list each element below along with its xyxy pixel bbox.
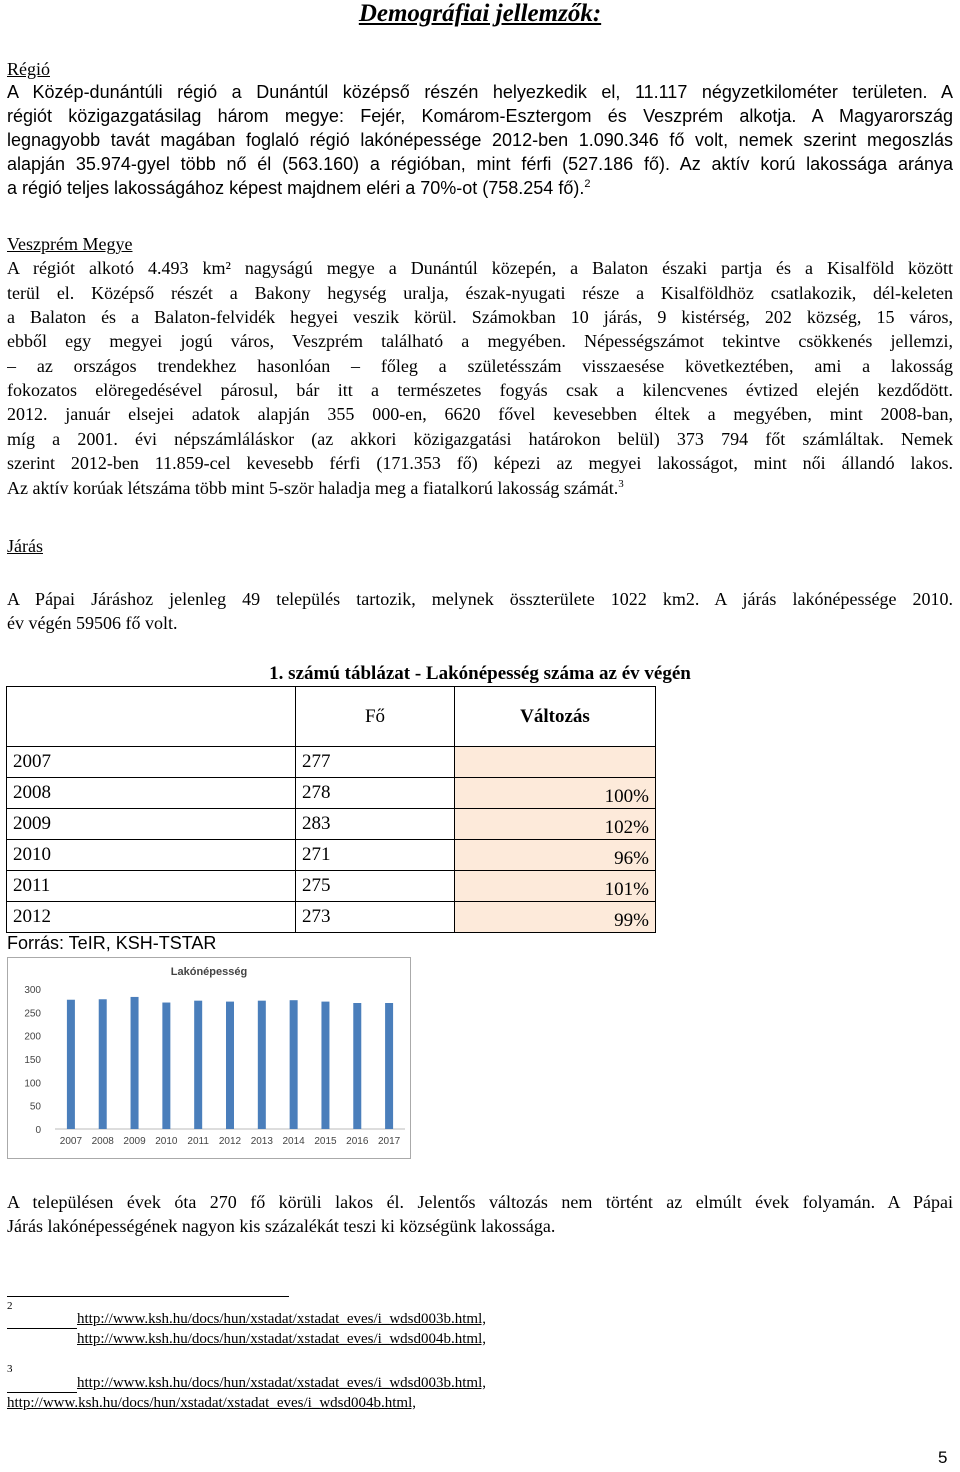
chart-bar <box>131 997 139 1129</box>
table-cell-value: 275 <box>296 871 455 902</box>
footnote-link-text[interactable]: http://www.ksh.hu/docs/hun/xstadat/xstadat_eves/i_wdsd003b.html, <box>77 1375 486 1391</box>
table-header-cell <box>7 687 296 747</box>
megye-line: A régiót alkotó 4.493 km² nagyságú megye a Dunántúl közepén, a Balaton északi partja és a Kisalföld között <box>7 258 953 278</box>
megye-line-last <box>7 476 953 500</box>
table-caption: 1. számú táblázat - Lakónépesség száma az év végén <box>269 663 691 684</box>
table-cell-change: 96% <box>455 840 656 871</box>
megye-line: fokozatos elöregedésével párosul, bár itt a természetes fogyás csak a kilencvenes évtized elején kezdődött. <box>7 380 953 400</box>
table-cell-value: 273 <box>296 902 455 933</box>
table-row <box>7 809 656 840</box>
megye-line: szerint 2012-ben 11.859-cel kevesebb férfi (171.353 fő) képezi az megyei lakosságot, mint női állandó lakos. <box>7 453 953 473</box>
table-row <box>7 871 656 902</box>
table-cell-change: 102% <box>455 809 656 840</box>
section-heading-regio: Régió <box>7 59 50 79</box>
table-cell-value: 278 <box>296 778 455 809</box>
table-header-cell: Fő <box>296 687 455 747</box>
footnote-link[interactable] <box>7 1395 416 1412</box>
regio-line: A Közép-dunántúli régió a Dunántúl középső részén helyezkedik el, 11.117 négyzetkilométer területen. A <box>7 82 953 102</box>
chart-bar <box>258 1001 266 1129</box>
chart-ytick-label: 200 <box>24 1031 41 1043</box>
chart-ytick-label: 50 <box>29 1101 41 1113</box>
footnote-link-text[interactable]: http://www.ksh.hu/docs/hun/xstadat/xstadat_eves/i_wdsd004b.html, <box>7 1395 416 1411</box>
megye-line: a Balaton és a Balaton-felvidék hegyei veszik körül. Számokban 10 járás, 9 kistérség, 202 község, 15 város, <box>7 307 953 327</box>
table-row <box>7 840 656 871</box>
chart-ytick-label: 250 <box>24 1008 41 1020</box>
chart-xtick-label: 2016 <box>346 1136 369 1147</box>
section-heading-megye: Veszprém Megye <box>7 234 133 254</box>
chart-xtick-label: 2007 <box>59 1136 83 1147</box>
page-number: 5 <box>938 1448 948 1467</box>
megye-line: ebből egy megyei jogú város, Veszprém található a megyében. Népességszámot tekintve csökkenés jellemzi, <box>7 331 953 351</box>
table-cell-change: 99% <box>455 902 656 933</box>
chart-bar <box>99 999 107 1129</box>
conclusion-line: Járás lakónépességének nagyon kis százalékát teszi ki községünk lakossága. <box>7 1216 556 1236</box>
table-row <box>7 747 656 778</box>
footnote-underline <box>7 1392 77 1393</box>
chart-title: Lakónépesség <box>170 966 248 978</box>
chart-bar <box>353 1003 361 1129</box>
chart-xtick-label: 2015 <box>314 1136 337 1147</box>
jaras-line: A Pápai Járáshoz jelenleg 49 település tartozik, melynek összterülete 1022 km2. A járás lakónépessége 2010. <box>7 589 953 609</box>
megye-line-text: Az aktív korúak létszáma több mint 5-ször haladja meg a fiatalkorú lakosság számát. <box>7 478 619 498</box>
conclusion-line: A településen évek óta 270 fő körüli lakos él. Jelentős változás nem történt az elmúlt évek folyamán. A Pápai <box>7 1192 953 1212</box>
table-header-row <box>7 687 656 747</box>
chart-bar <box>321 1002 329 1129</box>
chart-bar <box>385 1003 393 1129</box>
table-cell-change: 100% <box>455 778 656 809</box>
megye-line: 2012. január elsejei adatok alapján 355 000-en, 6620 fővel kevesebben éltek a megyében, mint 2008-ban, <box>7 404 953 424</box>
jaras-line: év végén 59506 fő volt. <box>7 613 178 633</box>
regio-line-text: a régió teljes lakosságához képest majdnem eléri a 70%-ot (758.254 fő). <box>7 178 585 198</box>
megye-line: terül el. Középső részét a Bakony hegység uralja, észak-nyugati része a Kisalföldhöz csatlakozik, dél-keleten <box>7 283 953 303</box>
chart-xtick-label: 2009 <box>123 1136 146 1147</box>
footnote-marker: 3 <box>7 1363 13 1375</box>
footnote-number <box>7 1363 13 1384</box>
chart-xtick-label: 2010 <box>155 1136 178 1147</box>
chart-bar <box>226 1002 234 1129</box>
section-heading-jaras: Járás <box>7 536 43 556</box>
regio-line-last <box>7 176 953 200</box>
table-cell-year: 2011 <box>7 871 296 902</box>
chart-bar <box>290 1000 298 1129</box>
table-cell-value: 283 <box>296 809 455 840</box>
table-cell-year: 2012 <box>7 902 296 933</box>
footnote-link-text[interactable]: http://www.ksh.hu/docs/hun/xstadat/xstadat_eves/i_wdsd004b.html, <box>77 1331 486 1347</box>
table-cell-year: 2007 <box>7 747 296 778</box>
chart-xtick-label: 2014 <box>282 1136 305 1147</box>
chart-bar <box>194 1001 202 1129</box>
regio-line: alapján 35.974-gyel több nő él (563.160) a régióban, mint férfi (527.186 fő). Az aktív korú lakossága aránya <box>7 154 953 174</box>
footnote-marker: 2 <box>7 1300 13 1312</box>
page-title: Demográfiai jellemzők: <box>358 0 602 27</box>
chart-xtick-label: 2011 <box>187 1136 209 1147</box>
table-source: Forrás: TeIR, KSH-TSTAR <box>7 933 217 953</box>
footnote-underline <box>7 1328 77 1329</box>
table-cell-value: 271 <box>296 840 455 871</box>
table-cell-value: 277 <box>296 747 455 778</box>
chart-ytick-label: 100 <box>24 1078 41 1090</box>
chart-bar <box>67 1000 75 1129</box>
footnote-ref[interactable]: 2 <box>584 178 591 190</box>
footnote-number <box>7 1300 13 1321</box>
population-table <box>6 686 656 933</box>
footnote-ref[interactable]: 3 <box>618 478 624 490</box>
footnote-separator <box>7 1296 289 1297</box>
chart-xtick-label: 2013 <box>250 1136 273 1147</box>
footnote-link[interactable] <box>77 1311 486 1328</box>
chart-xtick-label: 2012 <box>218 1136 242 1147</box>
table-cell-change <box>455 747 656 778</box>
population-chart <box>7 957 411 1159</box>
megye-line: míg a 2001. évi népszámláláskor (az akkori közigazgatási határokon belül) 373 794 főt számláltak. Nemek <box>7 429 953 449</box>
footnote-link[interactable] <box>77 1331 486 1348</box>
chart-xtick-label: 2017 <box>377 1136 401 1147</box>
table-cell-year: 2009 <box>7 809 296 840</box>
megye-line: – az országos trendekhez hasonlóan – főleg a születésszám visszaesése következtében, ami a lakosság <box>7 356 953 376</box>
regio-line: régiót közigazgatásilag három megye: Fejér, Komárom-Esztergom és Veszprém alkotja. A Magyarország <box>7 106 953 126</box>
chart-bar <box>162 1003 170 1129</box>
chart-ytick-label: 150 <box>24 1055 41 1066</box>
chart-xtick-label: 2008 <box>91 1136 114 1147</box>
regio-line: legnagyobb tavát magában foglaló régió lakónépessége 2012-ben 1.090.346 fő volt, nemek szerint megoszlás <box>7 130 953 150</box>
footnote-link[interactable] <box>77 1375 486 1392</box>
table-header-cell: Változás <box>455 687 656 747</box>
footnote-link-text[interactable]: http://www.ksh.hu/docs/hun/xstadat/xstadat_eves/i_wdsd003b.html, <box>77 1311 486 1327</box>
table-row <box>7 902 656 933</box>
table-cell-year: 2010 <box>7 840 296 871</box>
chart-ytick-label: 0 <box>35 1125 41 1136</box>
table-cell-change: 101% <box>455 871 656 902</box>
table-cell-year: 2008 <box>7 778 296 809</box>
chart-ytick-label: 300 <box>24 985 41 996</box>
table-row <box>7 778 656 809</box>
